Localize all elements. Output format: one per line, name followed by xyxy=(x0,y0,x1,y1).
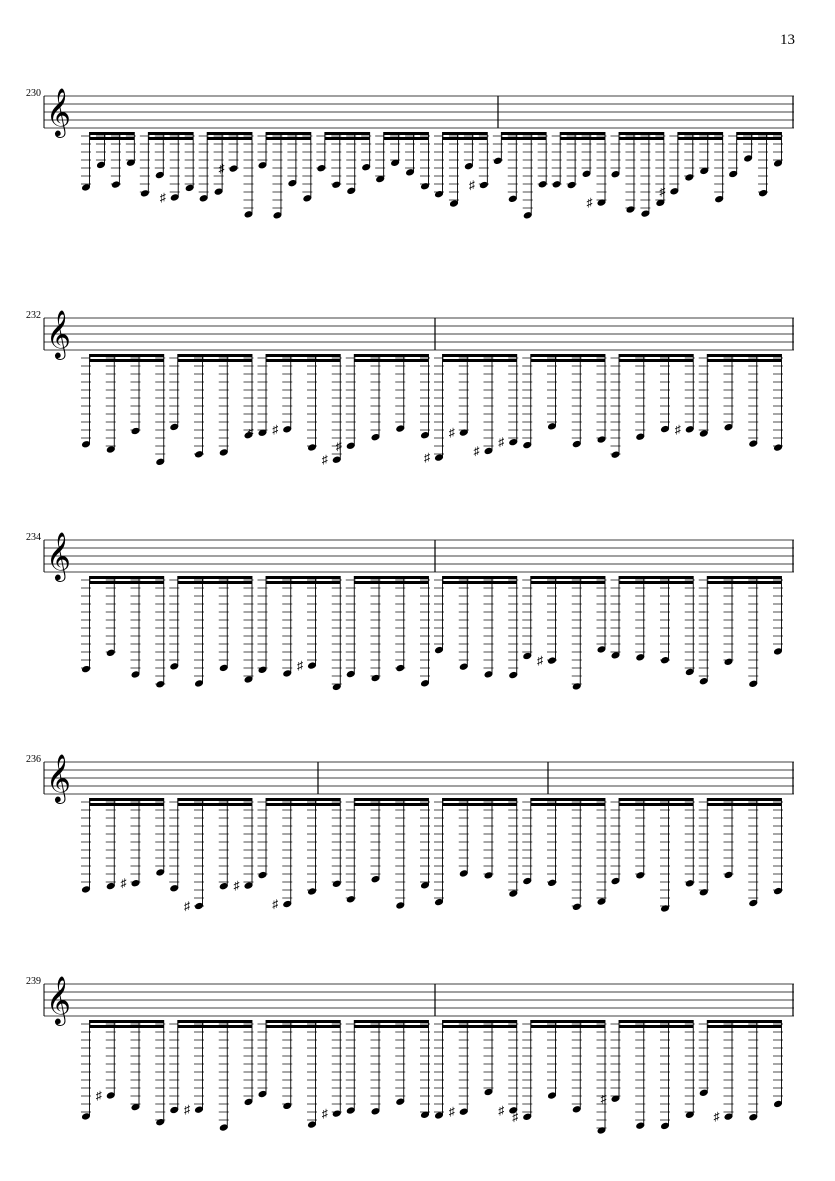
sharp-icon: ♯ xyxy=(321,1106,328,1121)
sharp-icon: ♯ xyxy=(159,190,166,205)
sharp-icon: ♯ xyxy=(448,1104,455,1119)
measure-number: 234 xyxy=(26,532,41,543)
sharp-icon: ♯ xyxy=(674,422,681,437)
measure-number: 236 xyxy=(26,754,41,765)
sharp-icon: ♯ xyxy=(659,184,666,199)
treble-clef-icon: 𝄞 xyxy=(46,309,71,358)
beam xyxy=(178,1020,252,1023)
sharp-icon: ♯ xyxy=(512,1109,519,1124)
sharp-icon: ♯ xyxy=(95,1088,102,1103)
sharp-icon: ♯ xyxy=(537,653,543,668)
beam xyxy=(443,1020,517,1023)
sharp-icon: ♯ xyxy=(184,899,190,914)
sharp-icon: ♯ xyxy=(600,1091,607,1106)
sharp-icon: ♯ xyxy=(473,443,480,458)
beam xyxy=(619,1020,693,1023)
sharp-icon: ♯ xyxy=(272,897,279,912)
beam xyxy=(619,1025,693,1028)
beam xyxy=(90,1025,164,1028)
sharp-icon: ♯ xyxy=(448,425,455,440)
beam xyxy=(354,1020,428,1023)
beam xyxy=(90,1020,164,1023)
sharp-icon: ♯ xyxy=(586,195,593,210)
treble-clef-icon: 𝄞 xyxy=(46,975,71,1024)
sharp-icon: ♯ xyxy=(468,178,475,193)
beam xyxy=(354,1025,428,1028)
sharp-icon: ♯ xyxy=(335,438,342,453)
treble-clef-icon: 𝄞 xyxy=(46,531,71,580)
sharp-icon: ♯ xyxy=(233,878,240,893)
measure-number: 239 xyxy=(26,976,41,987)
sharp-icon: ♯ xyxy=(184,1102,190,1117)
sharp-icon: ♯ xyxy=(498,435,505,450)
sharp-icon: ♯ xyxy=(247,425,254,440)
sharp-icon: ♯ xyxy=(321,452,328,467)
sharp-icon: ♯ xyxy=(713,1109,720,1124)
beam xyxy=(707,1020,781,1023)
sharp-icon: ♯ xyxy=(424,450,430,465)
beam xyxy=(531,1025,605,1028)
beam xyxy=(443,1025,517,1028)
beam xyxy=(531,1020,605,1023)
measure-number: 230 xyxy=(26,88,41,99)
sharp-icon: ♯ xyxy=(297,658,303,673)
beam xyxy=(707,1025,781,1028)
beam xyxy=(266,1025,340,1028)
measure-number: 232 xyxy=(26,310,41,321)
sharp-icon: ♯ xyxy=(498,1103,505,1118)
sharp-icon: ♯ xyxy=(218,161,225,176)
beam xyxy=(266,1020,340,1023)
treble-clef-icon: 𝄞 xyxy=(46,87,71,136)
beam xyxy=(178,1025,252,1028)
treble-clef-icon: 𝄞 xyxy=(46,753,71,802)
page-number: 13 xyxy=(780,32,795,48)
sharp-icon: ♯ xyxy=(120,876,127,891)
sharp-icon: ♯ xyxy=(272,422,279,437)
